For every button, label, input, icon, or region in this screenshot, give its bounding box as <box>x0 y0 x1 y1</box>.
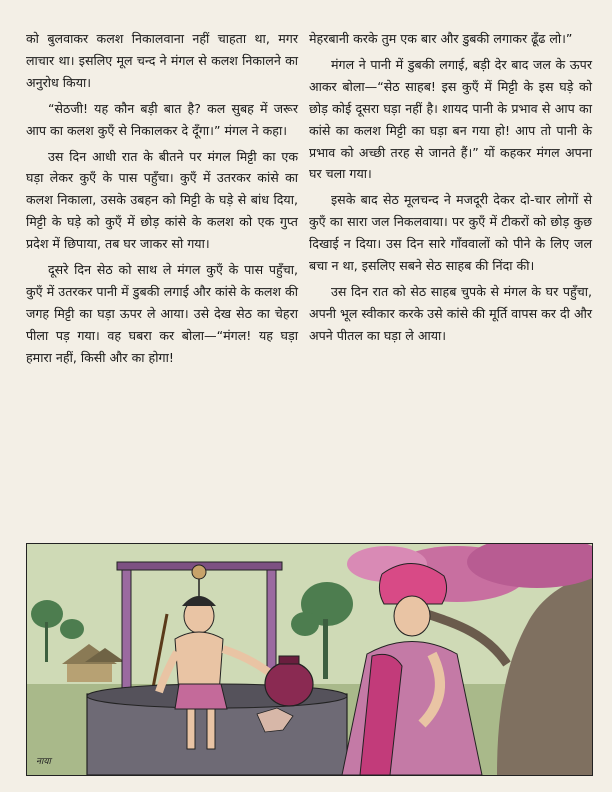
well-scene-drawing <box>27 544 592 775</box>
paragraph: उस दिन आधी रात के बीतने पर मंगल मिट्टी का एक घड़ा लेकर कुएँ के पास पहुँचा। कुएँ में उतरकर कांसे का कलश निकाला, उसके उबहन को मिट्टी के घड़े से बांध दिया, मिट्टी के घड़े को कुएँ में छोड़ कांसे के कलश को एक गुप्त प्रदेश में छिपाया, तब घर जाकर सो गया। <box>26 148 298 252</box>
paragraph: दूसरे दिन सेठ को साथ ले मंगल कुएँ के पास पहुँचा, कुएँ में उतरकर पानी में डुबकी लगाई और कांसे के कलश की जगह मिट्टी का घड़ा ऊपर ले आया। उसे देख सेठ का चेहरा पीला पड़ गया। वह घबरा कर बोला—“मंगल! यह घड़ा हमारा नहीं, किसी और का होगा! <box>26 262 298 365</box>
story-illustration <box>26 543 593 776</box>
artist-signature: नाया <box>36 757 51 767</box>
paragraph: इसके बाद सेठ मूलचन्द ने मजदूरी देकर दो-चार लोगों से कुएँ का सारा जल निकलवाया। पर कुएँ में टीकरों को छोड़ कुछ दिखाई न दिया। उस दिन सारे गाँववालों को पीने के लिए जल बचा न था, इसलिए सबने सेठ साहब की निंदा की। <box>309 192 592 274</box>
paragraph: मंगल ने पानी में डुबकी लगाई, बड़ी देर बाद जल के ऊपर आकर बोला—“सेठ साहब! इस कुएँ में मिट्टी के इस घड़े को छोड़ कोई दूसरा घड़ा नहीं है। शायद पानी के प्रभाव से आप का कांसे का कलश मिट्टी का घड़ा बन गया हो! आप तो पानी के प्रभाव को अच्छी तरह से जानते हैं।” यों कहकर मंगल अपना घर चला गया। <box>309 56 592 182</box>
left-text-column <box>26 28 298 369</box>
paragraph: को बुलवाकर कलश निकालवाना नहीं चाहता था, मगर लाचार था। इसलिए मूल चन्द ने मंगल से कलश निकालने का अनुरोध किया। <box>26 31 298 90</box>
paragraph: “सेठजी! यह कौन बड़ी बात है? कल सुबह में जरूर आप का कलश कुएँ से निकालकर दे दूँगा।” मंगल ने कहा। <box>26 100 298 138</box>
paragraph: मेहरबानी करके तुम एक बार और डुबकी लगाकर ढूँढ लो।” <box>309 31 573 46</box>
right-text-column <box>309 28 592 347</box>
paragraph: उस दिन रात को सेठ साहब चुपके से मंगल के घर पहुँचा, अपनी भूल स्वीकार करके उसे कांसे की मूर्ति वापस कर दी और अपने पीतल का घड़ा ले आया। <box>309 283 592 343</box>
